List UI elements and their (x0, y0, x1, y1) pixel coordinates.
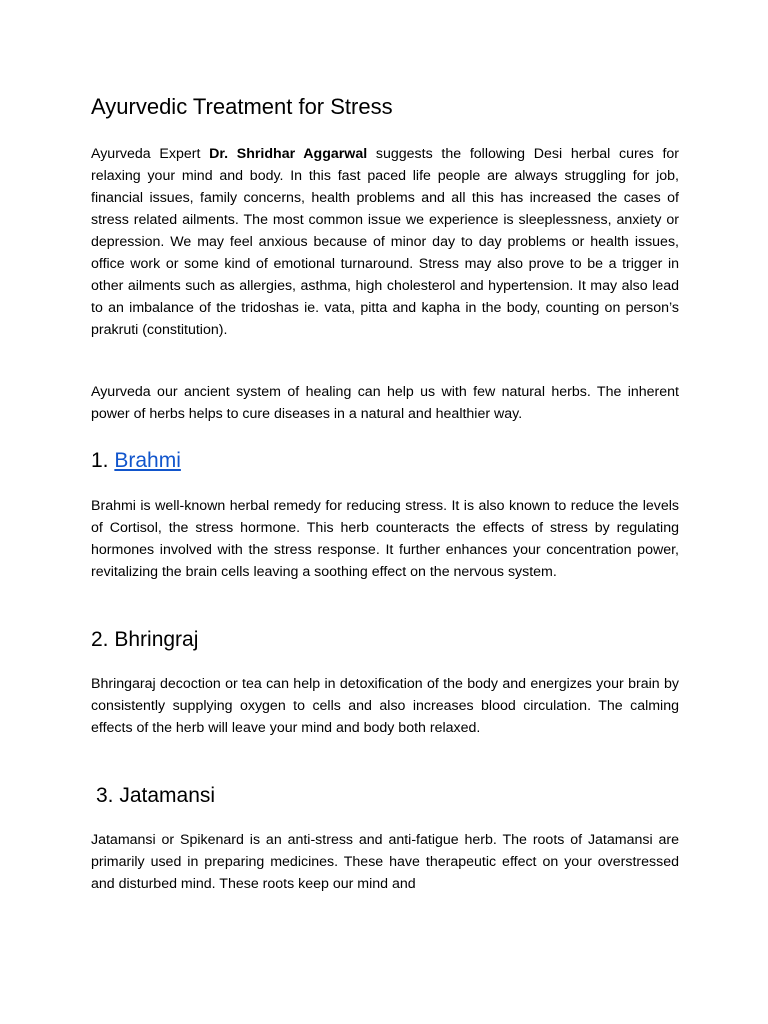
jatamansi-paragraph: Jatamansi or Spikenard is an anti-stress and anti-fatigue herb. The roots of Jatamansi are primarily used in preparing medicines. These have therapeutic effect on your overstressed and disturbed mind. These roots keep our mind and (91, 832, 679, 892)
section-number: 1. (91, 449, 115, 472)
intro-paragraph-2: Ayurveda our ancient system of healing can help us with few natural herbs. The inherent power of herbs helps to cure diseases in a natural and healthier way. (91, 384, 679, 422)
section-heading-bhringraj: 2. Bhringraj (91, 628, 199, 651)
page-title: Ayurvedic Treatment for Stress (91, 94, 393, 119)
section-heading-jatamansi: 3. Jatamansi (96, 784, 216, 807)
brahmi-link[interactable]: Brahmi (114, 449, 181, 472)
brahmi-paragraph: Brahmi is well-known herbal remedy for reducing stress. It is also known to reduce the levels of Cortisol, the stress hormone. This herb counteracts the effects of stress by regulating hormones involved with the stress response. It further enhances your concentration power, revitalizing the brain cells leaving a soothing effect on the nervous system. (91, 498, 679, 580)
section-heading-brahmi (91, 447, 679, 475)
intro-paragraph (91, 143, 679, 341)
bhringraj-paragraph: Bhringaraj decoction or tea can help in detoxification of the body and energizes your brain by consistently supplying oxygen to cells and also increases blood circulation. The calming effects of the herb will leave your mind and body both relaxed. (91, 676, 679, 736)
intro-prefix: Ayurveda Expert (91, 146, 210, 162)
expert-name: Dr. Shridhar Aggarwal (209, 146, 368, 162)
intro-body: suggests the following Desi herbal cures for relaxing your mind and body. In this fast paced life people are always struggling for job, financial issues, family concerns, health problems and all this has increased the cases of stress related ailments. The most common issue we experience is sleeplessness, anxiety or depression. We may feel anxious because of minor day to day problems or health issues, office work or some kind of emotional turnaround. Stress may also prove to be a trigger in other ailments such as allergies, asthma, high cholesterol and hypertension. It may also lead to an imbalance of the tridoshas ie. vata, pitta and kapha in the body, counting on person’s prakruti (constitution). (91, 146, 679, 338)
